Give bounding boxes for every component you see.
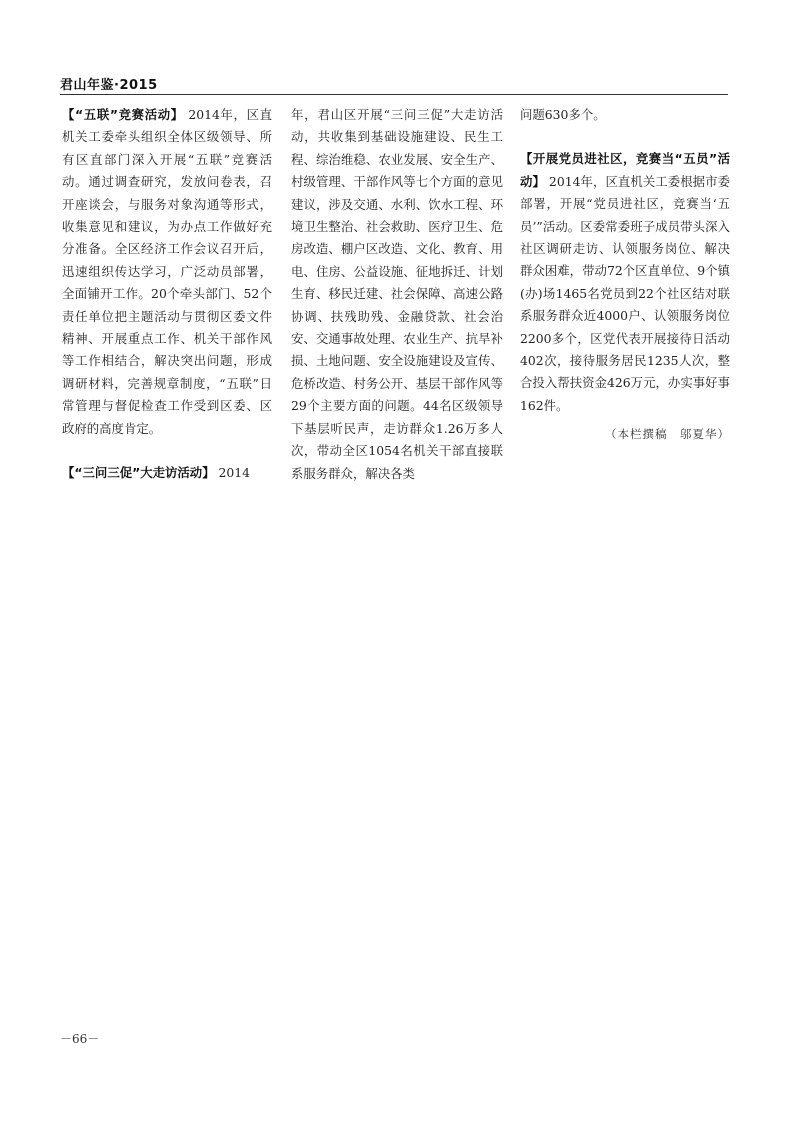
section-heading-sanwen: 【“三问三促”大走访活动】 — [62, 465, 215, 481]
section-body-dangyuan: 2014年，区直机关工委根据市委部署，开展“党员进社区，竞赛当‘五员’”活动。区委常委班子成员带头深入社区调研走访、认领服务岗位、解决群众困难，带动72个区直单位、9个镇(办)场1465名党员到22个社区结对联系服务群众近4000户、认领服务岗位2200多个，区党代表开展接待日活动402次，接待服务居民1235人次，整合投入帮扶资金426万元，办实事好事162件。 — [520, 173, 730, 413]
section-sanwen-start — [62, 462, 272, 484]
section-body-sanwen-part3: 问题630多个。 — [520, 107, 606, 122]
author-credit: （本栏撰稿 邬夏华） — [605, 427, 730, 442]
section-heading-wulian: 【“五联”竞赛活动】 — [62, 107, 184, 122]
paragraph-gap — [520, 126, 730, 148]
section-body-wulian: 2014年，区直机关工委牵头组织全体区级领导、所有区直部门深入开展“五联”竞赛活动。通过调查研究，发放问卷表，召开座谈会，与服务对象沟通等形式，收集意见和建议，为办点工作做好充分准备。全区经济工作会议召开后，迅速组织传达学习，广泛动员部署，全面铺开工作。20个牵头部门、52个责任单位把主题活动与贯彻区委文件精神、开展重点工作、机关干部作风等工作相结合，解决突出问题，形成调研材料，完善规章制度，“五联”日常管理与督促检查工作受到区委、区政府的高度肯定。 — [62, 107, 272, 436]
section-dangyuan — [520, 148, 730, 417]
section-body-sanwen-part2: 年，君山区开展“三问三促”大走访活动，共收集到基础设施建设、民生工程、综治维稳、农业发展、安全生产、村级管理、干部作风等七个方面的意见建议，涉及交通、水利、饮水工程、环境卫生整治、社会救助、医疗卫生、危房改造、棚户区改造、文化、教育、用电、住房、公益设施、征地拆迁、计划生育、移民迁建、社会保障、高速公路协调、扶残助残、金融贷款、社会治安、交通事故处理、农业生产、抗旱补损、土地问题、安全设施建设及宣传、危桥改造、村务公开、基层干部作风等29个主要方面的问题。44名区级领导下基层听民声，走访群众1.26万多人次，带动全区1054名机关干部直接联系服务群众，解决各类 — [291, 107, 503, 481]
header-rule — [60, 94, 728, 95]
column-3 — [520, 104, 730, 446]
column-1 — [62, 104, 272, 485]
paragraph-gap — [62, 440, 272, 462]
section-wulian — [62, 104, 272, 440]
column-2 — [291, 104, 503, 485]
section-body-sanwen-part1: 2014 — [214, 465, 251, 481]
page-number: －66－ — [60, 1032, 100, 1046]
running-title: 君山年鉴·2015 — [60, 78, 158, 93]
section-heading-dangyuan: 【开展党员进社区，竞赛当“五员”活动】 — [520, 151, 730, 189]
